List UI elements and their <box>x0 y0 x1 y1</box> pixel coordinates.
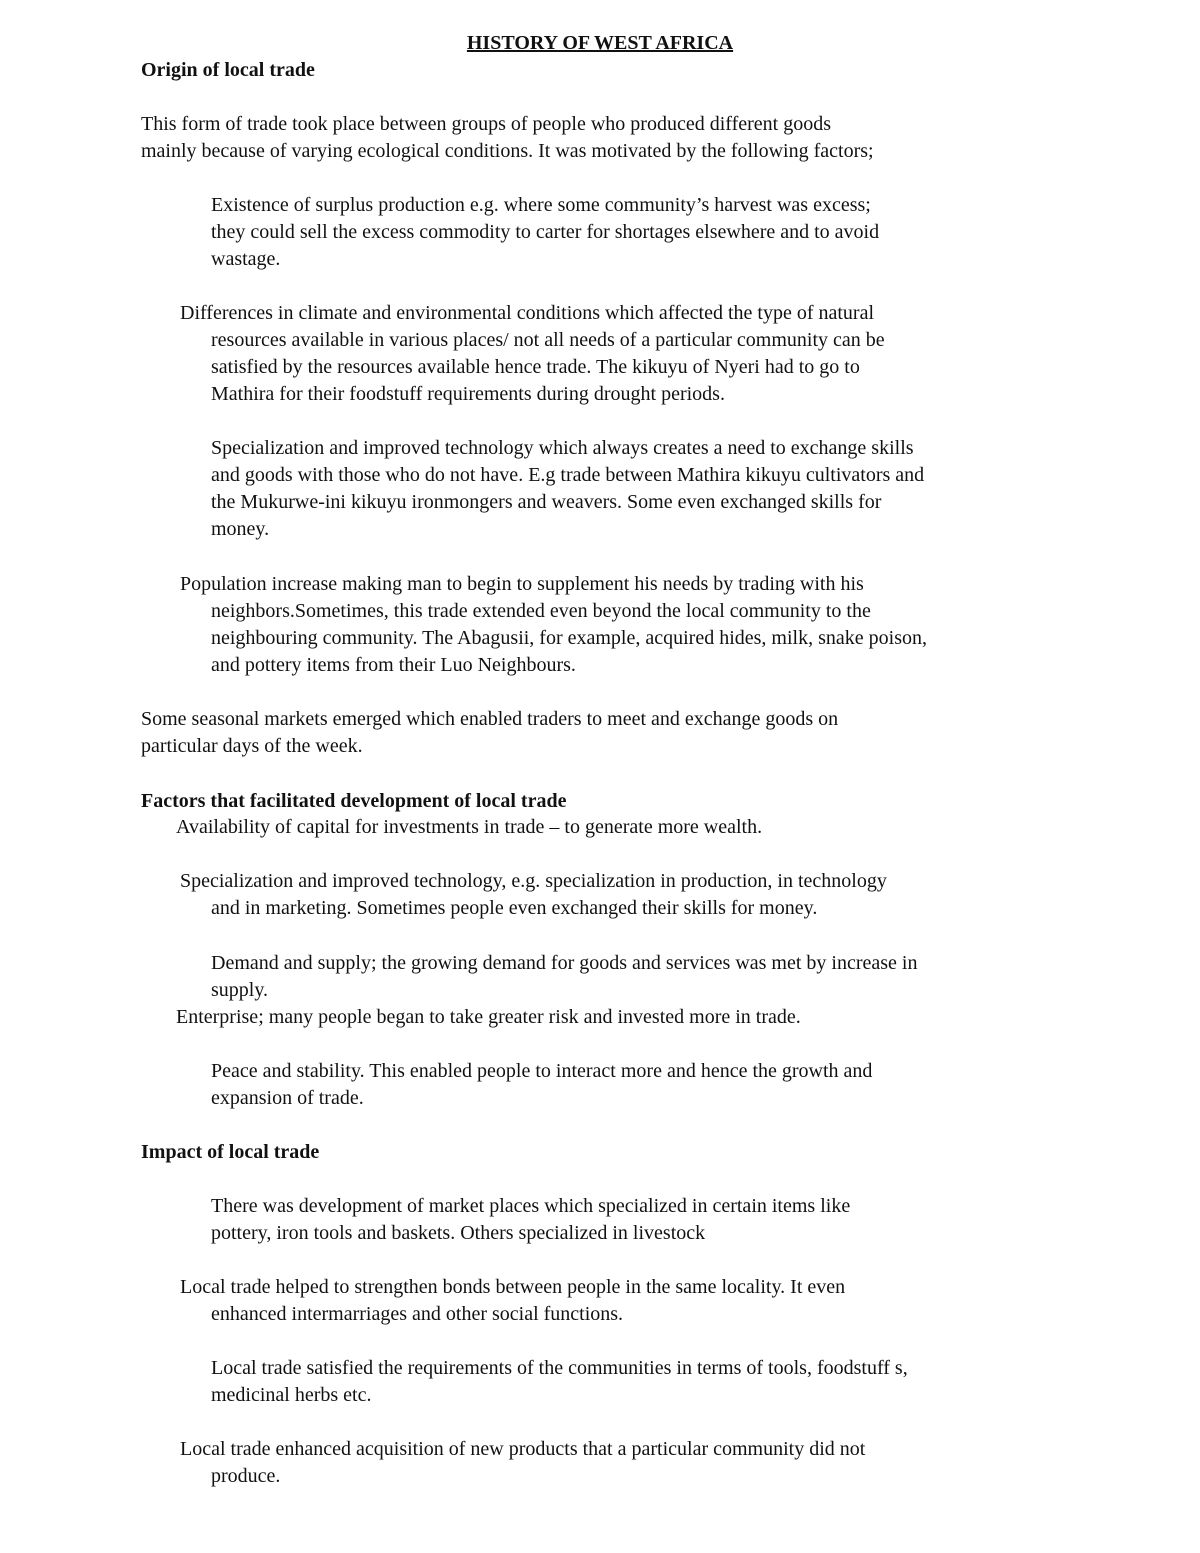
text-line: particular days of the week. <box>141 735 363 757</box>
text-line: and in marketing. Sometimes people even exchanged their skills for money. <box>211 897 818 919</box>
factor-peace-stability <box>211 1058 872 1112</box>
text-line: Peace and stability. This enabled people to interact more and hence the growth and <box>211 1060 873 1082</box>
factor-specialization <box>180 868 887 922</box>
text-line: This form of trade took place between groups of people who produced different goods <box>141 113 831 135</box>
origin-closing-paragraph <box>141 706 838 760</box>
text-line: wastage. <box>211 248 281 270</box>
text-line: they could sell the excess commodity to carter for shortages elsewhere and to avoid <box>211 221 880 243</box>
text-line: neighbors.Sometimes, this trade extended even beyond the local community to the <box>211 600 871 622</box>
factor-demand-supply <box>211 950 917 1004</box>
text-line: Mathira for their foodstuff requirements during drought periods. <box>211 383 725 405</box>
heading-factors-facilitated: Factors that facilitated development of local trade <box>141 790 567 812</box>
text-line: neighbouring community. The Abagusii, for example, acquired hides, milk, snake poison, <box>211 627 927 649</box>
origin-factor-specialization <box>211 435 924 543</box>
text-line: medicinal herbs etc. <box>211 1384 372 1406</box>
text-line: Population increase making man to begin to supplement his needs by trading with his <box>180 573 864 595</box>
origin-intro-paragraph <box>141 111 874 165</box>
text-line: There was development of market places which specialized in certain items like <box>211 1195 851 1217</box>
text-line: Demand and supply; the growing demand for goods and services was met by increase in <box>211 952 918 974</box>
text-line: mainly because of varying ecological conditions. It was motivated by the following factors; <box>141 140 874 162</box>
text-line: enhanced intermarriages and other social functions. <box>211 1303 624 1325</box>
factor-capital <box>176 814 762 841</box>
text-line: supply. <box>211 979 269 1001</box>
text-line: Existence of surplus production e.g. where some community’s harvest was excess; <box>211 194 871 216</box>
text-line: produce. <box>211 1465 281 1487</box>
impact-requirements <box>211 1355 908 1409</box>
text-line: and pottery items from their Luo Neighbours. <box>211 654 576 676</box>
text-line: Availability of capital for investments in trade – to generate more wealth. <box>176 816 763 838</box>
heading-origin-of-local-trade: Origin of local trade <box>141 59 315 81</box>
text-line: and goods with those who do not have. E.g trade between Mathira kikuyu cultivators and <box>211 464 925 486</box>
text-line: Local trade satisfied the requirements of the communities in terms of tools, foodstuff s, <box>211 1357 908 1379</box>
origin-factor-climate <box>180 300 885 408</box>
factor-enterprise <box>176 1004 801 1031</box>
origin-factor-population <box>180 571 927 679</box>
text-line: Some seasonal markets emerged which enabled traders to meet and exchange goods on <box>141 708 839 730</box>
origin-factor-surplus <box>211 192 879 273</box>
text-line: satisfied by the resources available hence trade. The kikuyu of Nyeri had to go to <box>211 356 860 378</box>
document-title: HISTORY OF WEST AFRICA <box>466 32 734 54</box>
heading-impact-of-local-trade: Impact of local trade <box>141 1141 320 1163</box>
text-line: Specialization and improved technology which always creates a need to exchange skills <box>211 437 914 459</box>
text-line: expansion of trade. <box>211 1087 364 1109</box>
impact-market-places <box>211 1193 850 1247</box>
impact-bonds <box>180 1274 845 1328</box>
text-line: the Mukurwe-ini kikuyu ironmongers and weavers. Some even exchanged skills for <box>211 491 882 513</box>
text-line: Local trade helped to strengthen bonds between people in the same locality. It even <box>180 1276 846 1298</box>
text-line: Local trade enhanced acquisition of new products that a particular community did not <box>180 1438 866 1460</box>
text-line: pottery, iron tools and baskets. Others specialized in livestock <box>211 1222 706 1244</box>
text-line: Differences in climate and environmental conditions which affected the type of natural <box>180 302 875 324</box>
text-line: Specialization and improved technology, e.g. specialization in production, in technology <box>180 870 887 892</box>
text-line: resources available in various places/ not all needs of a particular community can be <box>211 329 885 351</box>
text-line: money. <box>211 518 270 540</box>
impact-new-products <box>180 1436 865 1490</box>
text-line: Enterprise; many people began to take greater risk and invested more in trade. <box>176 1006 801 1028</box>
